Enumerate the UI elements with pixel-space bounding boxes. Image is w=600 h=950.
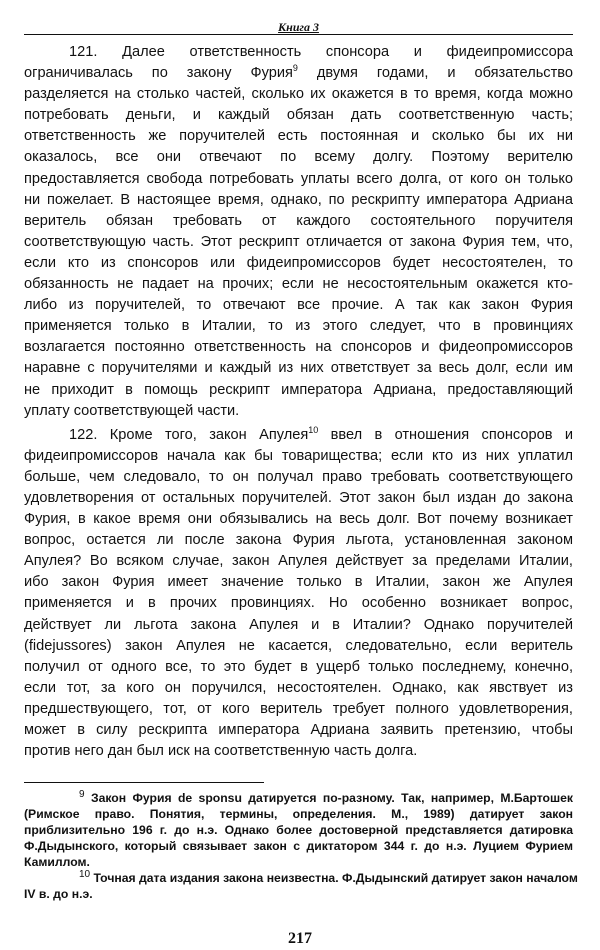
text-line: ответственность же поручителей есть постоянная и сколько бы их ни [24,128,573,145]
text-line: ограничивалась по закону Фурия$^9$ двумя годами, и обязательство [24,63,573,82]
text-line: IV в. до н.э. [24,887,93,901]
text-line: наравне с поручителями и каждый из них ответствует за весь долг, если им [24,360,573,377]
running-title: Книга 3 [278,20,319,34]
text-line: не приходит в помощь рескрипт императора Адриана, предоставляющий [24,381,573,398]
paragraph [24,425,573,763]
text-line: соответствующую часть. Этот рескрипт отличается от закона Фурия тем, что, [24,233,573,250]
footnote-marker: 10 [79,868,91,880]
text-line: приблизительно 196 г. до н.э. Однако более достоверной представляется датировка [24,823,573,837]
text-line: больше, чем следовало, то он получал право требовать соответствующего [24,468,573,485]
text-line: если тот, за кого он поручился, несостоятелен. Однако, как явствует из [24,679,573,696]
main-text [24,42,573,762]
text-line: либо из поручителей, то отвечают все прочие. А так как закон Фурия [24,297,573,314]
text-line: уплату соответствующей части. [24,402,240,419]
text-line: веритель обязан требовать от каждого состоятельного поручителя [24,212,573,229]
footnote [24,790,573,870]
text-line: Ф.Дыдынского, который связывает закон с диктатором 344 г. до н.э. Луцием Фурием [24,839,573,853]
text-line: ибо закон Фурия имеет значение только в Италии, закон же Апулея [24,574,573,591]
text-line: ни пожелает. В настоящее время, однако, по рескрипту императора Адриана [24,191,573,208]
text-line: $^{10}$ Точная дата издания закона неизвестна. Ф.Дыдынский датирует закон началом [79,868,578,885]
text-line: (Римское право. Понятия, термины, определения. М., 1989) датирует закон [24,807,573,821]
text-line: предоставляется свобода потребовать уплаты всего долга, от кого он только [24,170,573,187]
text-line: $^9$ Закон Фурия de sponsu датируется по-разному. Так, например, М.Бартошек [79,788,573,805]
text-line: 122. Кроме того, закон Апулея$^{10}$ ввел в отношения спонсоров и [69,424,573,443]
text-line: Камиллом. [24,855,90,869]
footnote [24,868,578,902]
footnote-marker: 9 [79,788,85,800]
text-line: потребовать деньги, и каждый обязан дать соответственную часть; [24,107,573,124]
footnote-marker: 9 [292,63,298,74]
text-line: фидеипромиссоров начала как бы товарищества; если кто из них уплатил [24,447,573,464]
running-header [24,14,573,35]
text-line: возлагается постоянно ответственность на спонсоров и фидеопромиссоров [24,339,573,356]
text-line: удовлетворения от остальных поручителей. Этот закон был издан до закона [24,489,573,506]
text-line: получил от одного все, то это будет в ущерб только последнему, конечно, [24,658,573,675]
page-number: 217 [288,930,312,947]
text-line: действует ли льгота закона Апулея и в Италии? Однако поручителей [24,616,573,633]
text-line: применяется только в Италии, то из этого следует, что в провинциях [24,318,573,335]
text-line: разделяется на столько частей, сколько их окажется в то время, когда можно [24,86,573,103]
text-line: вопрос, остается ли после закона Фурия льгота, установленная законом [24,532,573,549]
text-line: может в силу рескрипта императора Адриана заявить претензию, чтобы [24,722,573,738]
text-line: 121. Далее ответственность спонсора и фидеипромиссора [69,44,573,60]
paragraph [24,42,573,422]
footnote-divider [24,782,264,783]
text-line: предшествующего, тот, от кого веритель требует полного удовлетворения, [24,700,573,717]
text-line: обязанность не падает на прочих; если не несостоятельным окажется кто- [24,276,573,293]
footnotes [24,788,578,902]
footnote-marker: 10 [308,424,319,435]
text-line: если кто из спонсоров или фидеипромиссоров будет несостоятелен, то [24,254,573,271]
text-line: против него дан был иск на соответственную часть долга. [24,743,418,760]
text-line: (fidejussores) закон Апулея не касается, следовательно, если веритель [24,637,573,654]
text-line: Фурия, в какое время они обязывались на весь долг. Вот почему возникает [24,511,573,528]
text-line: оказалось, все они отвечают по всему долгу. Поэтому верителю [24,149,573,166]
text-line: Апулея? Во всяком случае, закон Апулея действует за пределами Италии, [24,553,573,570]
text-line: применяется и в прочих провинциях. Но особенно возникает вопрос, [24,595,573,612]
